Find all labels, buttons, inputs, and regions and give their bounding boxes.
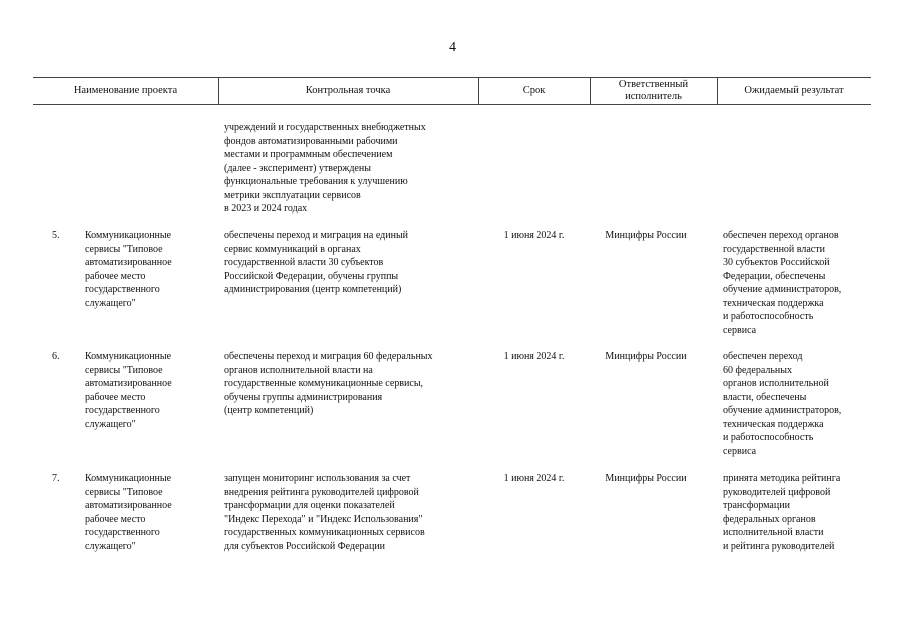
header-top-rule (33, 77, 871, 78)
row-number: 7. (52, 473, 60, 484)
row-checkpoint: обеспечены переход и миграция на единый сервис коммуникаций в органах государственной власти 30 субъектов Российской Федерации, обучены группы администрирования (центр компетенций) (224, 230, 409, 295)
row-responsible: Минцифры России (605, 230, 687, 241)
row-number: 5. (52, 230, 60, 241)
row-project-name: Коммуникационные сервисы "Типовое автоматизированное рабочее место государственного служащего" (85, 473, 172, 552)
row-deadline: 1 июня 2024 г. (503, 351, 565, 362)
row-expected-result: обеспечен переход 60 федеральных органов исполнительной власти, обеспечены обучение администраторов, техническая поддержка и работоспособность сервиса (723, 351, 842, 457)
row-checkpoint: запущен мониторинг использования за счет внедрения рейтинга руководителей цифровой трансформации для оценки показателей "Индекс Перехода" и "Индекс Использования" государственных коммуникационных сервисов для субъектов Российской Федерации (224, 473, 425, 552)
header-bottom-rule (33, 104, 871, 105)
row-responsible: Минцифры России (605, 351, 687, 362)
page-number: 4 (449, 40, 456, 55)
row-project-name: Коммуникационные сервисы "Типовое автоматизированное рабочее место государственного служащего" (85, 230, 172, 309)
checkpoint-continuation: учреждений и государственных внебюджетных фондов автоматизированными рабочими местами и программным обеспечением (далее - эксперимент) утверждены функциональные требования к улучшению метрики эксплуатации сервисов в 2023 и 2024 годах (224, 122, 426, 214)
row-expected-result: обеспечен переход органов государственной власти 30 субъектов Российской Федерации, обеспечены обучение администраторов, техническая поддержка и работоспособность сервиса (723, 230, 842, 336)
header-deadline: Срок (522, 85, 546, 96)
header-responsible: Ответственный исполнитель (618, 79, 689, 102)
row-deadline: 1 июня 2024 г. (503, 230, 565, 241)
row-number: 6. (52, 351, 60, 362)
row-checkpoint: обеспечены переход и миграция 60 федеральных органов исполнительной власти на государственные коммуникационные сервисы, обучены группы администрирования (центр компетенций) (224, 351, 433, 416)
header-expected-result: Ожидаемый результат (744, 85, 844, 96)
row-project-name: Коммуникационные сервисы "Типовое автоматизированное рабочее место государственного служащего" (85, 351, 172, 430)
header-project-name: Наименование проекта (73, 85, 178, 96)
row-deadline: 1 июня 2024 г. (503, 473, 565, 484)
row-responsible: Минцифры России (605, 473, 687, 484)
row-expected-result: принята методика рейтинга руководителей цифровой трансформации федеральных органов исполнительной власти и рейтинга руководителей (723, 473, 841, 552)
header-checkpoint: Контрольная точка (305, 85, 391, 96)
